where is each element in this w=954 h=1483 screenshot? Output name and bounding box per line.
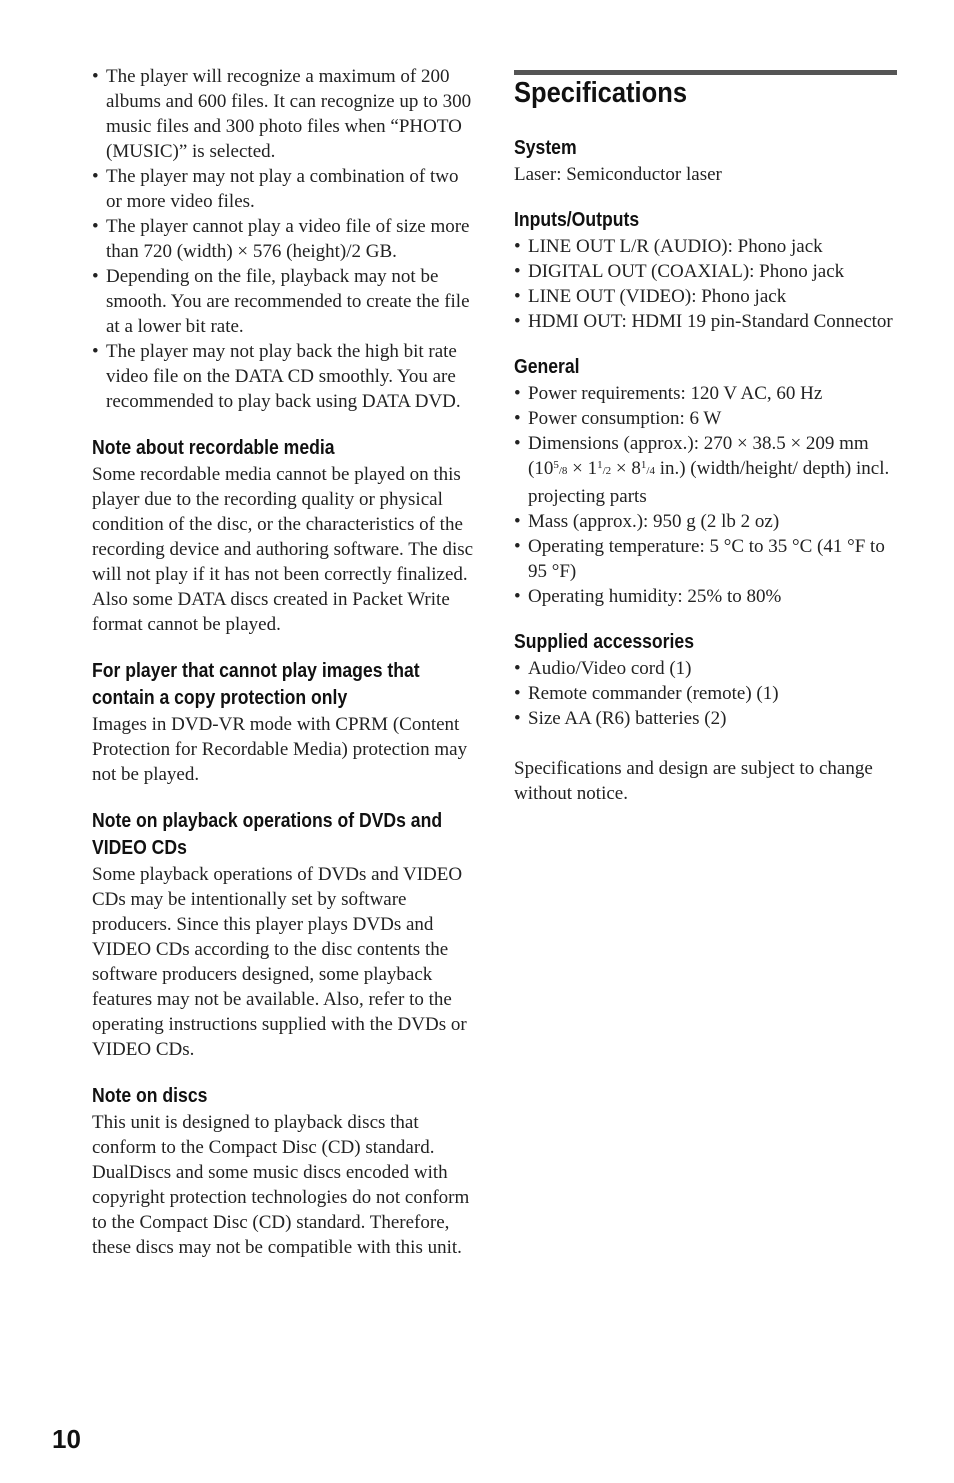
- fraction: $^1$/2: [597, 459, 612, 477]
- section-heading-inputs-outputs: Inputs/Outputs: [514, 209, 640, 231]
- section-heading-discs: Note on discs: [92, 1085, 208, 1107]
- dimensions-item: • Dimensions (approx.): 270 × 38.5 × 209 mm ($10^5/8 \times 1^1/2 \times 8^1/4$ in.) (width/height/ depth) incl. projecting parts: [514, 431, 898, 509]
- title-rule: [514, 70, 897, 75]
- section-heading-recordable-media: Note about recordable media: [92, 437, 335, 459]
- file-limit-notes: [92, 64, 476, 414]
- section-text-recordable-media: Some recordable media cannot be played on this player due to the recording quality or physical condition of the disc, or the characteristics of the recording device and authoring software. The disc will not play if it has not been correctly finalized. Also some DATA discs created in Packet Write format cannot be played.: [92, 464, 474, 635]
- list-item: • Mass (approx.): 950 g (2 lb 2 oz): [514, 509, 898, 534]
- fraction: $^5$/8: [553, 459, 568, 477]
- list-item: • Depending on the file, playback may not be smooth. You are recommended to create the file at a lower bit rate.: [92, 264, 476, 339]
- section-heading-supplied-accessories: Supplied accessories: [514, 631, 695, 653]
- list-item: • Operating humidity: 25% to 80%: [514, 584, 898, 609]
- section-heading-system: System: [514, 137, 577, 159]
- list-item: • Operating temperature: 5 °C to 35 °C (41 °F to 95 °F): [514, 534, 898, 584]
- section-heading-playback-operations: Note on playback operations of DVDs and VIDEO CDs: [92, 810, 443, 859]
- section-text-discs: This unit is designed to playback discs that conform to the Compact Disc (CD) standard. DualDiscs and some music discs encoded with copyright protection technologies do not conform to the Compact Disc (CD) standard. Therefore, these discs may not be compatible with this unit.: [92, 1112, 470, 1258]
- list-item: • The player will recognize a maximum of 200 albums and 600 files. It can recognize up to 300 music files and 300 photo files when “PHOTO (MUSIC)” is selected.: [92, 64, 476, 164]
- list-item: • The player may not play a combination of two or more video files.: [92, 164, 476, 214]
- list-item: • Size AA (R6) batteries (2): [514, 706, 898, 731]
- fraction: $^1$/4: [640, 459, 655, 477]
- list-item: • DIGITAL OUT (COAXIAL): Phono jack: [514, 259, 898, 284]
- list-item: • The player cannot play a video file of size more than 720 (width) × 576 (height)/2 GB.: [92, 214, 476, 264]
- list-item: • Power requirements: 120 V AC, 60 Hz: [514, 381, 898, 406]
- list-item: • Power consumption: 6 W: [514, 406, 898, 431]
- inputs-outputs-list: [514, 234, 898, 334]
- list-item: • LINE OUT L/R (AUDIO): Phono jack: [514, 234, 898, 259]
- specifications-notice: Specifications and design are subject to change without notice.: [514, 758, 873, 804]
- list-item: • Audio/Video cord (1): [514, 656, 898, 681]
- general-specs-list: [514, 381, 898, 609]
- page-title: Specifications: [514, 77, 688, 109]
- section-text-copy-protection: Images in DVD-VR mode with CPRM (Content Protection for Recordable Media) protection may not be played.: [92, 714, 468, 785]
- system-laser-text: Laser: Semiconductor laser: [514, 164, 722, 185]
- list-item: • Remote commander (remote) (1): [514, 681, 898, 706]
- section-text-playback-operations: Some playback operations of DVDs and VIDEO CDs may be intentionally set by software producers. Since this player plays DVDs and VIDEO CDs according to the disc contents the software producers designed, some playback features may not be available. Also, refer to the operating instructions supplied with the DVDs or VIDEO CDs.: [92, 864, 467, 1060]
- list-item: • LINE OUT (VIDEO): Phono jack: [514, 284, 898, 309]
- section-heading-general: General: [514, 356, 580, 378]
- dimensions-suffix: in.) (width/height/ depth) incl. projecting parts: [528, 458, 890, 507]
- right-column: [514, 135, 898, 806]
- list-item: • The player may not play back the high bit rate video file on the DATA CD smoothly. You are recommended to play back using DATA DVD.: [92, 339, 476, 414]
- page-number: 10: [52, 1424, 81, 1454]
- section-heading-copy-protection: For player that cannot play images that contain a copy protection only: [92, 660, 420, 709]
- list-item: • HDMI OUT: HDMI 19 pin-Standard Connector: [514, 309, 898, 334]
- accessories-list: [514, 656, 898, 731]
- left-column: [92, 64, 476, 1260]
- dimensions-prefix: Dimensions (approx.): 270 × 38.5 × 209 mm (10: [528, 433, 869, 479]
